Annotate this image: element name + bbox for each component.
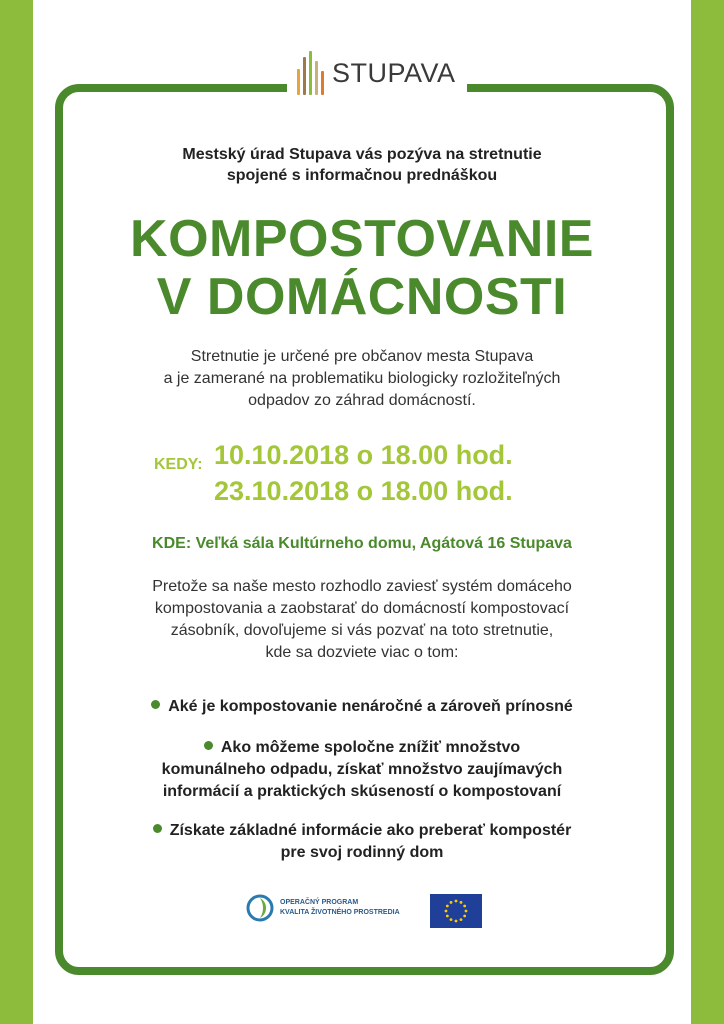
eu-star-icon [460, 918, 463, 921]
event-location: KDE: Veľká sála Kultúrneho domu, Agátová 16 Stupava [152, 535, 572, 552]
description-line-3: odpadov zo záhrad domácností. [248, 392, 476, 409]
event-date-2: 23.10.2018 o 18.00 hod. [214, 476, 513, 506]
bullet-line: informácií a praktických skúseností o kompostovaní [162, 783, 562, 800]
body-line-2: kompostovania a zaobstarať do domácností kompostovací [154, 600, 570, 617]
operational-program-icon [246, 894, 274, 922]
bullet-line: Aké je kompostovanie nenáročné a zároveň prínosné [0, 696, 724, 718]
body-line-4: kde sa dozviete viac o tom: [265, 644, 459, 661]
when-label: KEDY: [154, 456, 203, 473]
body-line-3: zásobník, dovoľujeme si vás pozvať na toto stretnutie, [170, 622, 554, 639]
list-item [0, 820, 724, 864]
invitation-intro [0, 144, 724, 186]
bullet-dot-icon [204, 741, 213, 750]
description-line-2: a je zamerané na problematiku biologicky rozložiteľných [163, 370, 561, 387]
stupava-logo [287, 38, 467, 108]
eu-star-icon [446, 905, 449, 908]
list-item [0, 696, 724, 718]
event-description [0, 346, 724, 412]
bullet-dot-icon [151, 700, 160, 709]
stupava-logo-icon [297, 51, 324, 95]
title-line-1: KOMPOSTOVANIE [130, 210, 594, 268]
intro-line-2: spojené s informačnou prednáškou [226, 167, 498, 184]
eu-star-icon [446, 915, 449, 918]
description-line-1: Stretnutie je určené pre občanov mesta Stupava [190, 348, 534, 365]
page-title [0, 210, 724, 326]
title-line-2: V DOMÁCNOSTI [156, 268, 568, 326]
bullet-line: komunálneho odpadu, získať množstvo zaujímavých [161, 761, 563, 778]
bullet-line: Ako môžeme spoločne znížiť množstvo [0, 737, 724, 759]
list-item [0, 737, 724, 803]
bullet-line: pre svoj rodinný dom [280, 844, 444, 861]
operational-program-text: OPERAČNÝ PROGRAM KVALITA ŽIVOTNÉHO PROSTREDIA [280, 899, 400, 916]
stupava-logo-text: STUPAVA [332, 57, 456, 88]
operational-program-logo [246, 894, 400, 922]
eu-star-icon [455, 900, 458, 903]
intro-line-1: Mestský úrad Stupava vás pozýva na stretnutie [182, 146, 542, 163]
eu-star-icon [460, 901, 463, 904]
eu-star-icon [465, 910, 468, 913]
eu-star-icon [455, 920, 458, 923]
eu-star-icon [463, 915, 466, 918]
eu-stars-icon [430, 894, 482, 928]
body-line-1: Pretože sa naše mesto rozhodlo zaviesť systém domáceho [152, 578, 572, 595]
event-date-1: 10.10.2018 o 18.00 hod. [214, 440, 513, 470]
bullet-dot-icon [153, 824, 162, 833]
eu-star-icon [445, 910, 448, 913]
body-paragraph [0, 576, 724, 664]
bullet-line: Získate základné informácie ako preberať kompostér [0, 820, 724, 842]
eu-flag-icon [430, 894, 482, 928]
eu-star-icon [463, 905, 466, 908]
eu-star-icon [450, 901, 453, 904]
eu-star-icon [450, 918, 453, 921]
